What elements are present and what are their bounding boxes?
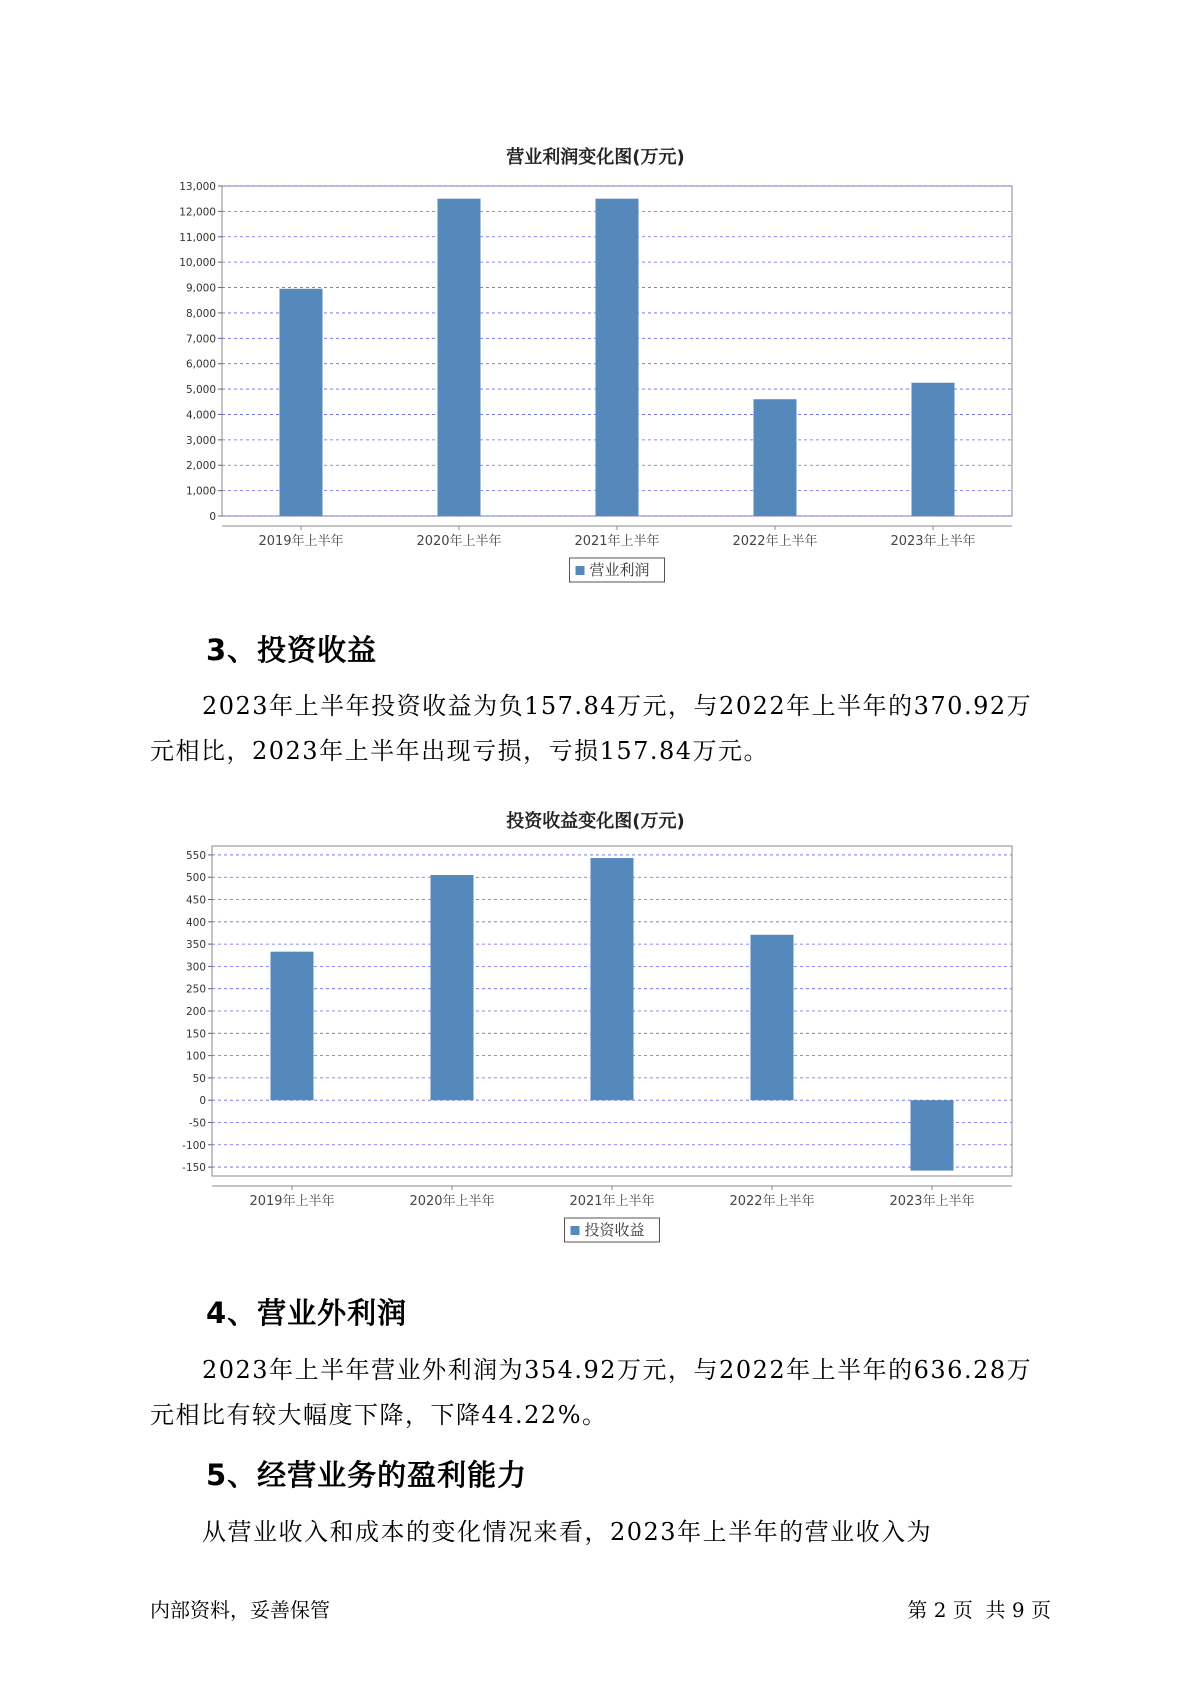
y-tick-label: 9,000: [185, 282, 216, 295]
profit-bar-chart: [0, 160, 1191, 600]
legend-swatch: [571, 1226, 580, 1235]
footer-page-number: 第 2 页 共 9 页: [907, 1598, 1051, 1622]
section-heading-nonoperating-profit: 4、营业外利润: [206, 1296, 408, 1330]
investment-chart-title: 投资收益变化图(万元): [506, 811, 685, 832]
x-tick-label: 2023年上半年: [890, 534, 976, 549]
bar: [591, 858, 634, 1100]
y-tick-label: 7,000: [185, 333, 216, 346]
legend-label: 营业利润: [589, 561, 650, 579]
y-tick-label: 50: [192, 1072, 206, 1085]
y-tick-label: 350: [185, 939, 206, 952]
investment-bar-chart: [0, 830, 1191, 1260]
x-tick-label: 2023年上半年: [889, 1194, 975, 1209]
y-tick-label: 250: [185, 983, 206, 996]
section-heading-profitability: 5、经营业务的盈利能力: [206, 1458, 528, 1492]
bar: [280, 289, 323, 516]
y-tick-label: 6,000: [185, 358, 216, 371]
paragraph-line: 从营业收入和成本的变化情况来看，2023年上半年的营业收入为: [202, 1518, 933, 1546]
y-tick-label: 8,000: [185, 307, 216, 320]
y-tick-label: 500: [185, 872, 206, 885]
bar: [431, 875, 474, 1100]
y-tick-label: 2,000: [185, 460, 216, 473]
legend-swatch: [576, 566, 585, 575]
y-tick-label: -50: [188, 1117, 206, 1130]
y-tick-label: 11,000: [179, 231, 216, 244]
y-tick-label: 300: [185, 961, 206, 974]
bar: [754, 399, 797, 516]
profit-chart-title: 营业利润变化图(万元): [506, 147, 685, 168]
x-tick-label: 2021年上半年: [574, 534, 660, 549]
y-tick-label: 0: [199, 1095, 206, 1108]
y-tick-label: 4,000: [185, 409, 216, 422]
legend-label: 投资收益: [584, 1221, 645, 1239]
y-tick-label: 5,000: [185, 384, 216, 397]
x-tick-label: 2022年上半年: [729, 1194, 815, 1209]
bar: [271, 952, 314, 1101]
footer-confidential-note: 内部资料，妥善保管: [150, 1598, 330, 1622]
paragraph-line: 元相比有较大幅度下降，下降44.22%。: [150, 1401, 608, 1429]
paragraph-line: 2023年上半年营业外利润为354.92万元，与2022年上半年的636.28万: [202, 1356, 1033, 1384]
section-heading-investment: 3、投资收益: [206, 633, 378, 667]
y-tick-label: 13,000: [179, 181, 216, 193]
y-tick-label: -100: [182, 1139, 206, 1152]
y-tick-label: -150: [182, 1162, 206, 1175]
x-tick-label: 2019年上半年: [249, 1194, 335, 1209]
y-tick-label: 10,000: [179, 257, 216, 270]
y-tick-label: 550: [185, 849, 206, 862]
bar: [751, 935, 794, 1100]
paragraph-line: 元相比，2023年上半年出现亏损，亏损157.84万元。: [150, 737, 770, 765]
x-tick-label: 2020年上半年: [416, 534, 502, 549]
y-tick-label: 12,000: [179, 206, 216, 219]
x-tick-label: 2022年上半年: [732, 534, 818, 549]
y-tick-label: 400: [185, 916, 206, 929]
y-tick-label: 0: [209, 511, 216, 523]
y-tick-label: 450: [185, 894, 206, 907]
y-tick-label: 200: [185, 1006, 206, 1018]
paragraph-line: 2023年上半年投资收益为负157.84万元，与2022年上半年的370.92万: [202, 692, 1033, 720]
y-tick-label: 100: [185, 1050, 206, 1063]
bar: [438, 199, 481, 516]
y-tick-label: 1,000: [185, 485, 216, 498]
y-tick-label: 3,000: [185, 434, 216, 447]
x-tick-label: 2020年上半年: [409, 1194, 495, 1209]
y-tick-label: 150: [185, 1028, 206, 1041]
x-tick-label: 2021年上半年: [569, 1194, 655, 1209]
bar: [912, 383, 955, 516]
bar: [911, 1100, 954, 1170]
bar: [596, 199, 639, 516]
x-tick-label: 2019年上半年: [258, 534, 344, 549]
